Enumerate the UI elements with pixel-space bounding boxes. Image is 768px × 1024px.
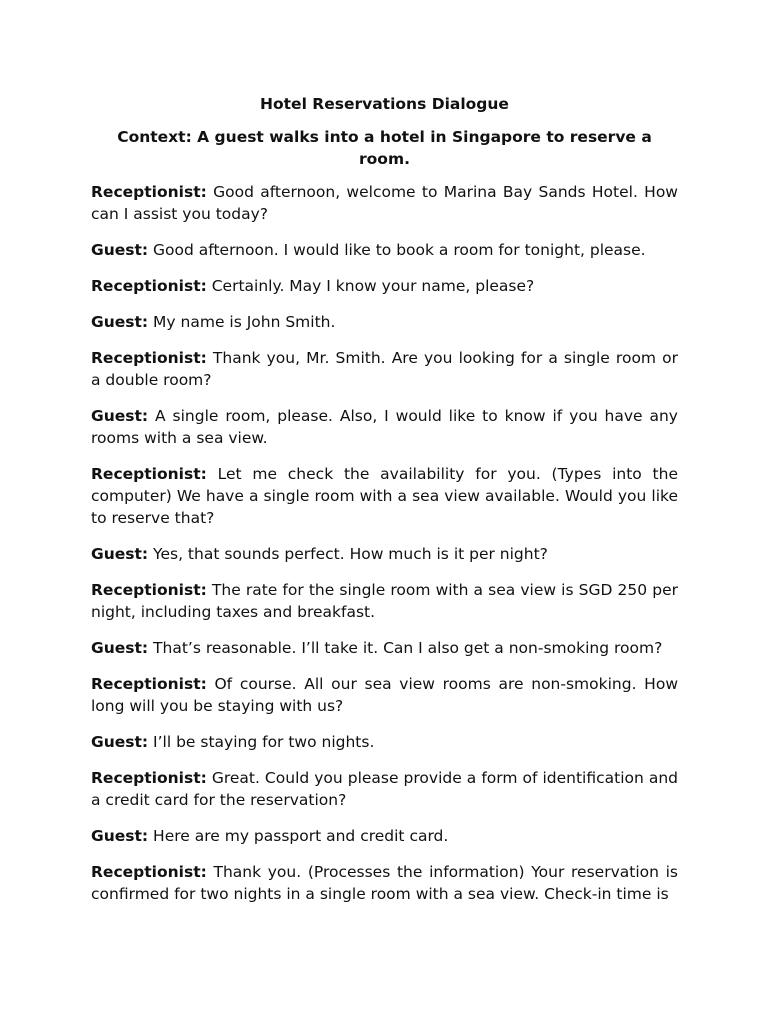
- speaker-label: Receptionist:: [91, 675, 207, 693]
- turn-text: Certainly. May I know your name, please?: [211, 277, 535, 295]
- dialogue-turn: [91, 637, 678, 659]
- speaker-label: Guest:: [91, 639, 149, 657]
- dialogue-turn: [91, 275, 678, 297]
- dialogue-turn: [91, 767, 678, 811]
- dialogue-turn: [91, 181, 678, 225]
- turn-text: Let me check the availability for you. (Types into the computer) We have a single room with a sea view available. Would you like to reserve that?: [91, 465, 678, 527]
- speaker-label: Guest:: [91, 407, 149, 425]
- dialogue-turn: [91, 347, 678, 391]
- document-title: Hotel Reservations Dialogue: [260, 95, 509, 113]
- dialogue-turn: [91, 825, 678, 847]
- speaker-label: Guest:: [91, 827, 149, 845]
- speaker-label: Receptionist:: [91, 183, 207, 201]
- document-page: [91, 93, 678, 919]
- document-context: Context: A guest walks into a hotel in Singapore to reserve a room.: [117, 128, 652, 168]
- dialogue-turn: [91, 239, 678, 261]
- dialogue-turn: [91, 579, 678, 623]
- dialogue-turn: [91, 463, 678, 529]
- turn-text: Thank you. (Processes the information) Your reservation is confirmed for two nights in a single room with a sea view. Check-in time is: [91, 863, 678, 903]
- speaker-label: Guest:: [91, 545, 149, 563]
- speaker-label: Receptionist:: [91, 863, 207, 881]
- turn-text: Great. Could you please provide a form of identification and a credit card for the reservation?: [91, 769, 678, 809]
- dialogue-turn: [91, 861, 678, 905]
- speaker-label: Receptionist:: [91, 349, 207, 367]
- turn-text: I’ll be staying for two nights.: [153, 733, 375, 751]
- turn-text: That’s reasonable. I’ll take it. Can I also get a non-smoking room?: [153, 639, 663, 657]
- dialogue-turn: [91, 311, 678, 333]
- speaker-label: Receptionist:: [91, 769, 207, 787]
- turn-text: Of course. All our sea view rooms are non-smoking. How long will you be staying with us?: [91, 675, 678, 715]
- speaker-label: Guest:: [91, 313, 149, 331]
- speaker-label: Receptionist:: [91, 581, 207, 599]
- turn-text: Good afternoon. I would like to book a room for tonight, please.: [153, 241, 646, 259]
- turn-text: Yes, that sounds perfect. How much is it per night?: [153, 545, 548, 563]
- dialogue-turn: [91, 405, 678, 449]
- dialogue-turn: [91, 731, 678, 753]
- turn-text: The rate for the single room with a sea view is SGD 250 per night, including taxes and breakfast.: [91, 581, 678, 621]
- speaker-label: Receptionist:: [91, 465, 207, 483]
- turn-text: A single room, please. Also, I would like to know if you have any rooms with a sea view.: [91, 407, 678, 447]
- turn-text: Here are my passport and credit card.: [153, 827, 449, 845]
- speaker-label: Guest:: [91, 241, 149, 259]
- dialogue-turn: [91, 673, 678, 717]
- speaker-label: Guest:: [91, 733, 149, 751]
- dialogue-turn: [91, 543, 678, 565]
- speaker-label: Receptionist:: [91, 277, 207, 295]
- turn-text: My name is John Smith.: [153, 313, 336, 331]
- turn-text: Good afternoon, welcome to Marina Bay Sands Hotel. How can I assist you today?: [91, 183, 678, 223]
- turn-text: Thank you, Mr. Smith. Are you looking for a single room or a double room?: [91, 349, 678, 389]
